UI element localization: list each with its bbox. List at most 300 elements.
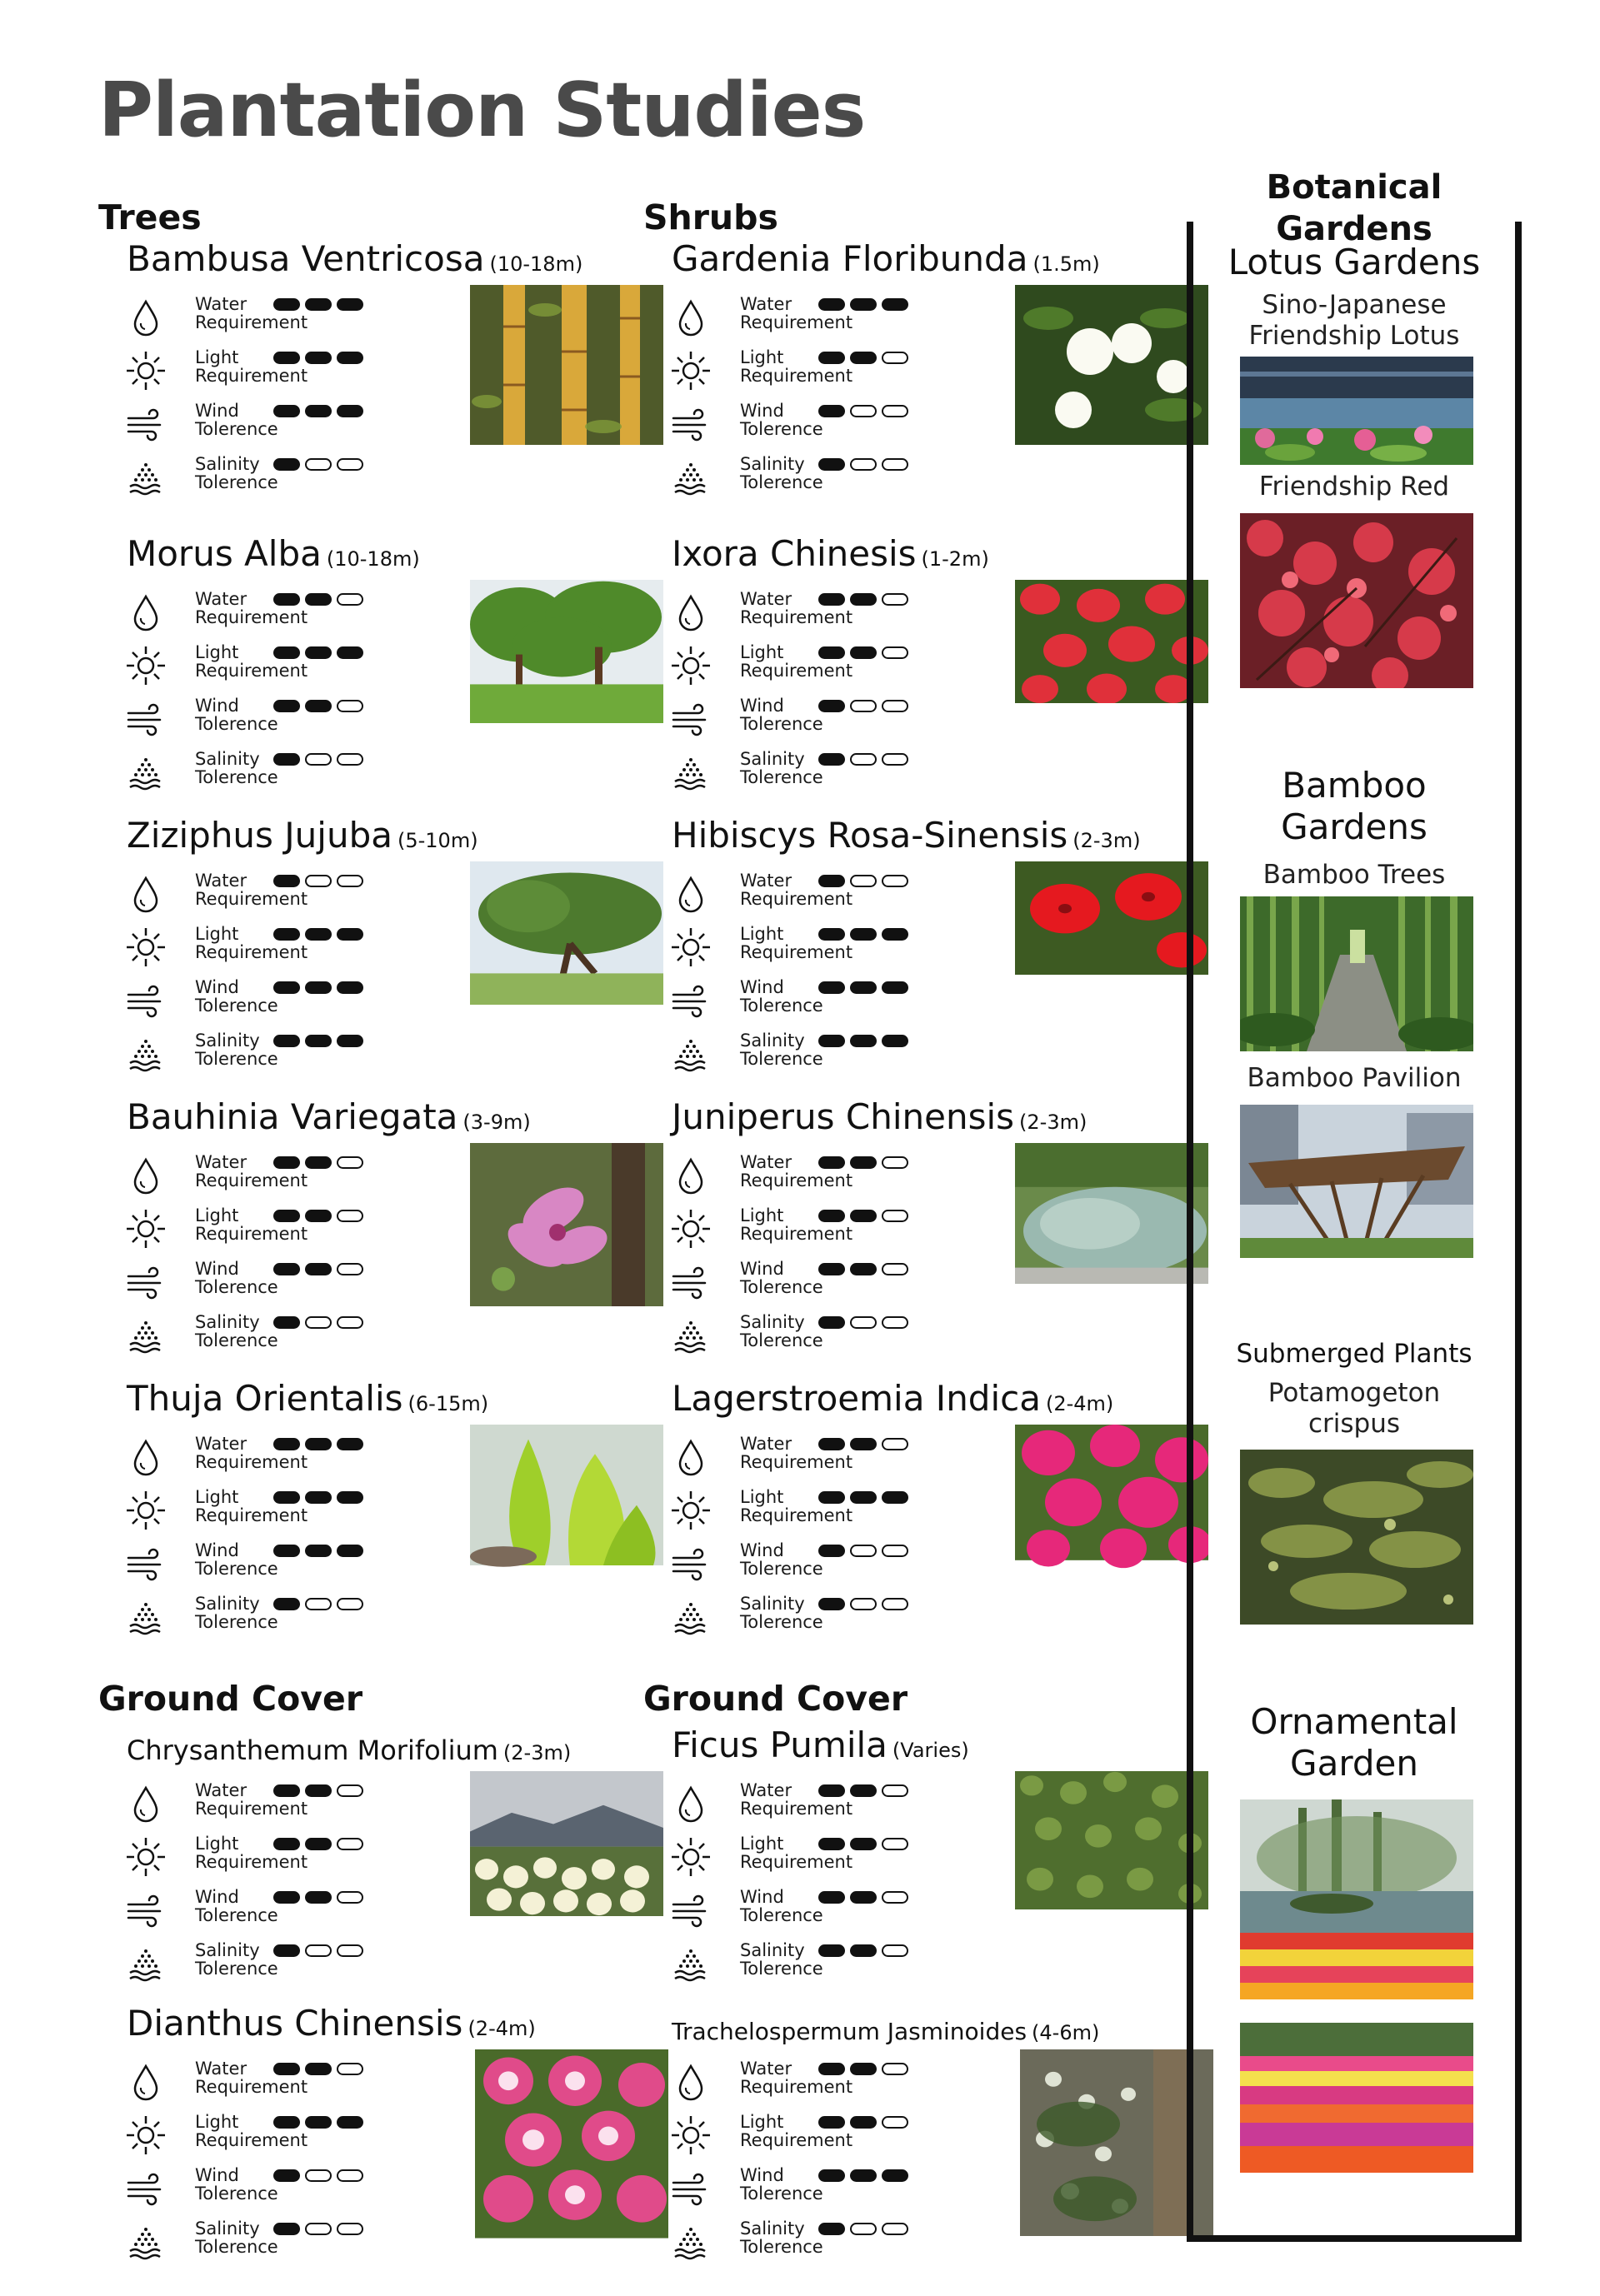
wind-label xyxy=(740,978,823,1015)
salinity-label-line: Salinity xyxy=(195,1312,260,1332)
wind-rating-bar xyxy=(273,405,363,417)
light-rating-row xyxy=(123,1486,398,1533)
light-rating-row xyxy=(123,2111,398,2158)
salinity-label-line: Tolerence xyxy=(740,1049,823,1069)
salinity-icon xyxy=(123,455,168,500)
water-label-line: Requirement xyxy=(195,889,308,909)
plant-height: (2-3m) xyxy=(502,1741,572,1764)
wind-rating-bar xyxy=(818,1891,908,1904)
rating-pill-filled xyxy=(305,646,332,659)
salinity-label-line: Salinity xyxy=(195,1594,260,1614)
plant-name xyxy=(127,1729,571,1774)
rating-pill-filled xyxy=(818,1210,845,1222)
plant-height: (3-9m) xyxy=(462,1111,531,1134)
water-rating-row xyxy=(668,293,943,340)
light-label-line: Requirement xyxy=(195,366,308,386)
rating-pill-filled xyxy=(850,928,877,941)
section-heading-ground-cover-right: Ground Cover xyxy=(643,1679,908,1719)
rating-pill-empty xyxy=(882,1545,908,1557)
light-label-line: Requirement xyxy=(740,366,853,386)
light-label-line: Light xyxy=(195,1487,239,1507)
plant-card xyxy=(95,533,612,787)
lotus-item-2-label: Friendship Red xyxy=(1258,472,1450,502)
light-rating-row xyxy=(668,641,943,688)
water-label-line: Requirement xyxy=(740,1799,853,1819)
submerged-plants-title: Submerged Plants xyxy=(1236,1339,1472,1369)
plant-name xyxy=(127,1378,488,1425)
water-rating-bar xyxy=(273,1156,363,1169)
bamboo-item-2-label: Bamboo Pavilion xyxy=(1247,1063,1462,1093)
light-rating-row xyxy=(123,1205,398,1251)
rating-pill-filled xyxy=(818,458,845,471)
water-rating-row xyxy=(668,2058,943,2104)
plant-name-text: Hibiscys Rosa-Sinensis xyxy=(672,815,1068,856)
water-drop-icon xyxy=(668,1435,713,1480)
rating-pill-filled xyxy=(882,2169,908,2182)
salinity-label-line: Salinity xyxy=(740,1940,805,1960)
salinity-label-line: Salinity xyxy=(740,749,805,769)
salinity-label-line: Tolerence xyxy=(195,1049,278,1069)
wind-icon xyxy=(123,978,168,1023)
light-label-line: Light xyxy=(740,1487,784,1507)
plant-height: (2-3m) xyxy=(1072,829,1141,852)
ornamental-garden-photo-1 xyxy=(1240,1799,1473,1999)
salinity-label-line: Tolerence xyxy=(740,472,823,492)
light-rating-bar xyxy=(273,2116,363,2129)
rating-pill-filled xyxy=(273,352,300,364)
rating-pill-filled xyxy=(337,352,363,364)
water-rating-bar xyxy=(818,2063,908,2075)
rating-pill-filled xyxy=(850,1784,877,1797)
light-label-line: Light xyxy=(195,1205,239,1225)
salinity-label xyxy=(195,1595,278,1631)
plant-card xyxy=(95,1724,612,1979)
rating-pill-empty xyxy=(337,875,363,887)
plant-name-text: Thuja Orientalis xyxy=(127,1378,403,1419)
water-rating-row xyxy=(123,870,398,916)
potamogeton-crispus-photo xyxy=(1240,1450,1473,1625)
rating-pill-empty xyxy=(882,875,908,887)
water-drop-icon xyxy=(668,1153,713,1198)
plant-height: (10-18m) xyxy=(326,547,420,571)
rating-pill-filled xyxy=(818,981,845,994)
water-label-line: Water xyxy=(195,1434,248,1454)
light-label-line: Light xyxy=(195,347,239,367)
rating-pill-empty xyxy=(337,1210,363,1222)
water-drop-icon xyxy=(123,1435,168,1480)
rating-pill-filled xyxy=(818,352,845,364)
section-heading-shrubs: Shrubs xyxy=(643,197,778,237)
water-drop-icon xyxy=(123,1781,168,1826)
rating-pill-filled xyxy=(850,1263,877,1275)
light-rating-bar xyxy=(273,1838,363,1850)
rating-pill-filled xyxy=(850,1156,877,1169)
rating-pill-filled xyxy=(305,2116,332,2129)
light-rating-row xyxy=(668,2111,943,2158)
rating-pill-filled xyxy=(818,1598,845,1610)
plant-card xyxy=(95,2003,612,2257)
sun-icon xyxy=(668,925,713,970)
salinity-rating-bar xyxy=(273,1035,363,1047)
wind-rating-row xyxy=(123,1540,398,1586)
rating-pill-empty xyxy=(305,1316,332,1329)
salinity-label-line: Tolerence xyxy=(740,1612,823,1632)
rating-pill-empty xyxy=(337,753,363,766)
rating-pill-filled xyxy=(818,1156,845,1169)
rating-pill-filled xyxy=(818,1316,845,1329)
water-label-line: Water xyxy=(195,1152,248,1172)
salinity-rating-row xyxy=(123,1939,398,1986)
rating-pill-filled xyxy=(850,298,877,311)
rating-pill-empty xyxy=(882,1156,908,1169)
rating-pill-filled xyxy=(273,2223,300,2235)
rating-pill-empty xyxy=(882,405,908,417)
water-label-line: Requirement xyxy=(195,2077,308,2097)
wind-label-line: Tolerence xyxy=(740,996,823,1016)
salinity-label xyxy=(195,2219,278,2256)
water-drop-icon xyxy=(123,2059,168,2104)
salinity-rating-row xyxy=(668,1030,943,1076)
rating-pill-empty xyxy=(850,1316,877,1329)
water-rating-bar xyxy=(273,1784,363,1797)
salinity-label-line: Salinity xyxy=(195,454,260,474)
sun-icon xyxy=(123,348,168,393)
wind-rating-row xyxy=(123,976,398,1023)
salinity-label-line: Salinity xyxy=(740,2219,805,2239)
rating-pill-filled xyxy=(305,405,332,417)
plant-height: (4-6m) xyxy=(1032,2021,1100,2044)
rating-pill-empty xyxy=(882,1944,908,1957)
salinity-label-line: Tolerence xyxy=(740,767,823,787)
rating-pill-filled xyxy=(818,1491,845,1504)
water-rating-bar xyxy=(273,298,363,311)
rating-pill-filled xyxy=(305,2063,332,2075)
rating-pill-filled xyxy=(850,2063,877,2075)
wind-icon xyxy=(123,1888,168,1933)
plant-height: (1.5m) xyxy=(1032,252,1100,276)
salinity-label xyxy=(740,1031,823,1068)
rating-pill-filled xyxy=(818,1035,845,1047)
rating-pill-filled xyxy=(305,352,332,364)
rating-pill-empty xyxy=(882,753,908,766)
wind-label-line: Tolerence xyxy=(195,1277,278,1297)
rating-pill-filled xyxy=(305,1438,332,1450)
rating-pill-filled xyxy=(818,1263,845,1275)
plant-card xyxy=(640,1378,1157,1632)
plant-name xyxy=(672,2011,1099,2054)
water-rating-bar xyxy=(273,1438,363,1450)
ornamental-garden-title: Ornamental Garden xyxy=(1250,1701,1458,1784)
water-label-line: Requirement xyxy=(740,607,853,627)
rating-pill-filled xyxy=(273,1784,300,1797)
light-label-line: Light xyxy=(740,347,784,367)
light-label-line: Light xyxy=(740,924,784,944)
wind-label-line: Wind xyxy=(740,2165,784,2185)
salinity-rating-row xyxy=(668,1593,943,1640)
plant-card xyxy=(640,533,1157,787)
salinity-rating-row xyxy=(123,2218,398,2264)
salinity-icon xyxy=(668,1595,713,1640)
plant-name xyxy=(672,815,1141,861)
salinity-label-line: Tolerence xyxy=(740,1330,823,1350)
wind-rating-bar xyxy=(273,1891,363,1904)
sun-icon xyxy=(123,1488,168,1533)
rating-pill-filled xyxy=(337,928,363,941)
rating-pill-filled xyxy=(337,405,363,417)
plant-card xyxy=(640,1096,1157,1350)
lotus-gardens-title: Lotus Gardens xyxy=(1228,242,1481,282)
salinity-label xyxy=(740,1595,823,1631)
rating-pill-filled xyxy=(818,646,845,659)
wind-label xyxy=(195,1260,278,1296)
plant-name-text: Juniperus Chinensis xyxy=(672,1096,1015,1137)
wind-label xyxy=(740,2166,823,2203)
plant-photo xyxy=(470,1771,663,1916)
plant-name-text: Ficus Pumila xyxy=(672,1724,888,1765)
light-label-line: Requirement xyxy=(740,661,853,681)
water-drop-icon xyxy=(123,1153,168,1198)
rating-pill-empty xyxy=(305,2223,332,2235)
rating-pill-empty xyxy=(882,352,908,364)
wind-icon xyxy=(668,696,713,741)
rating-pill-empty xyxy=(305,875,332,887)
wind-rating-row xyxy=(668,695,943,741)
wind-label-line: Tolerence xyxy=(740,1277,823,1297)
rating-pill-filled xyxy=(305,1891,332,1904)
rating-pill-filled xyxy=(882,1035,908,1047)
plant-height: (Varies) xyxy=(892,1739,969,1762)
light-rating-bar xyxy=(273,352,363,364)
water-rating-row xyxy=(123,2058,398,2104)
rating-pill-filled xyxy=(850,1210,877,1222)
salinity-rating-row xyxy=(668,748,943,795)
plant-photo xyxy=(470,285,663,445)
wind-icon xyxy=(123,1260,168,1305)
rating-pill-filled xyxy=(273,1545,300,1557)
rating-pill-empty xyxy=(337,593,363,606)
wind-rating-row xyxy=(668,1886,943,1933)
plant-name xyxy=(672,533,989,580)
light-label-line: Requirement xyxy=(740,1224,853,1244)
wind-label xyxy=(195,978,278,1015)
rating-pill-filled xyxy=(273,1598,300,1610)
salinity-rating-row xyxy=(123,1030,398,1076)
rating-pill-filled xyxy=(305,1838,332,1850)
sun-icon xyxy=(123,925,168,970)
plant-name xyxy=(127,815,478,861)
plant-name xyxy=(127,1096,531,1143)
rating-pill-empty xyxy=(850,875,877,887)
rating-pill-filled xyxy=(818,1944,845,1957)
wind-label-line: Tolerence xyxy=(740,714,823,734)
rating-pill-filled xyxy=(818,1891,845,1904)
salinity-rating-bar xyxy=(818,1316,908,1329)
water-rating-row xyxy=(123,1151,398,1198)
rating-pill-filled xyxy=(818,593,845,606)
salinity-rating-row xyxy=(123,1593,398,1640)
plant-photo xyxy=(1015,1771,1208,1909)
wind-rating-bar xyxy=(818,1263,908,1275)
rating-pill-filled xyxy=(305,1210,332,1222)
light-rating-bar xyxy=(818,646,908,659)
page-title: Plantation Studies xyxy=(98,67,866,154)
rating-pill-empty xyxy=(850,1545,877,1557)
salinity-icon xyxy=(668,750,713,795)
salinity-label xyxy=(195,750,278,786)
rating-pill-filled xyxy=(850,2169,877,2182)
plant-name-text: Lagerstroemia Indica xyxy=(672,1378,1041,1419)
section-heading-trees: Trees xyxy=(98,197,202,237)
rating-pill-empty xyxy=(850,405,877,417)
plant-name-text: Ixora Chinesis xyxy=(672,533,917,574)
wind-icon xyxy=(123,2166,168,2211)
salinity-label-line: Salinity xyxy=(740,1594,805,1614)
rating-pill-filled xyxy=(273,1491,300,1504)
light-rating-row xyxy=(668,1205,943,1251)
rating-pill-filled xyxy=(818,928,845,941)
rating-pill-filled xyxy=(305,1545,332,1557)
rating-pill-filled xyxy=(305,1263,332,1275)
water-label-line: Water xyxy=(740,2059,792,2079)
wind-label-line: Tolerence xyxy=(740,2184,823,2204)
sun-icon xyxy=(123,1206,168,1251)
sun-icon xyxy=(668,1834,713,1879)
rating-pill-empty xyxy=(337,2063,363,2075)
wind-rating-bar xyxy=(818,405,908,417)
salinity-icon xyxy=(668,455,713,500)
wind-rating-bar xyxy=(273,981,363,994)
light-label-line: Requirement xyxy=(195,1852,308,1872)
plant-name xyxy=(672,1096,1087,1143)
rating-pill-empty xyxy=(337,1156,363,1169)
ornamental-garden-photo-2 xyxy=(1240,2023,1473,2173)
light-rating-row xyxy=(123,347,398,393)
salinity-rating-bar xyxy=(273,1316,363,1329)
water-label-line: Requirement xyxy=(740,889,853,909)
salinity-icon xyxy=(123,1031,168,1076)
rating-pill-empty xyxy=(882,2223,908,2235)
plant-photo xyxy=(1015,861,1208,975)
wind-label xyxy=(740,696,823,733)
wind-rating-bar xyxy=(273,700,363,712)
wind-label xyxy=(740,1888,823,1924)
wind-rating-row xyxy=(668,1258,943,1305)
rating-pill-filled xyxy=(850,646,877,659)
water-rating-row xyxy=(668,1433,943,1480)
submerged-item-1-label: Potamogeton crispus xyxy=(1268,1378,1441,1439)
light-rating-bar xyxy=(818,352,908,364)
rating-pill-filled xyxy=(273,1838,300,1850)
wind-rating-bar xyxy=(818,700,908,712)
salinity-rating-bar xyxy=(818,1944,908,1957)
plant-photo xyxy=(1015,1425,1208,1601)
water-drop-icon xyxy=(123,590,168,635)
sun-icon xyxy=(668,348,713,393)
plant-name-text: Trachelospermum Jasminoides xyxy=(672,2018,1028,2045)
rating-pill-filled xyxy=(818,405,845,417)
water-label-line: Requirement xyxy=(740,1170,853,1190)
rating-pill-filled xyxy=(305,981,332,994)
water-label-line: Water xyxy=(195,2059,248,2079)
sun-icon xyxy=(668,643,713,688)
rating-pill-filled xyxy=(850,352,877,364)
water-rating-bar xyxy=(273,593,363,606)
salinity-label xyxy=(740,2219,823,2256)
salinity-rating-bar xyxy=(818,1598,908,1610)
water-label-line: Water xyxy=(740,294,792,314)
rating-pill-empty xyxy=(882,2116,908,2129)
rating-pill-empty xyxy=(337,1263,363,1275)
salinity-icon xyxy=(123,1941,168,1986)
plant-photo xyxy=(1015,1143,1208,1326)
wind-label-line: Wind xyxy=(195,977,239,997)
rating-pill-empty xyxy=(850,753,877,766)
light-label-line: Light xyxy=(195,2112,239,2132)
water-rating-row xyxy=(123,1433,398,1480)
plant-card xyxy=(95,238,612,492)
rating-pill-empty xyxy=(337,1891,363,1904)
rating-pill-filled xyxy=(273,1438,300,1450)
rating-pill-empty xyxy=(337,1784,363,1797)
salinity-label-line: Tolerence xyxy=(195,1612,278,1632)
rating-pill-empty xyxy=(337,1598,363,1610)
rating-pill-filled xyxy=(337,298,363,311)
water-drop-icon xyxy=(668,1781,713,1826)
plant-card xyxy=(95,1096,612,1350)
light-rating-bar xyxy=(273,928,363,941)
rating-pill-filled xyxy=(273,753,300,766)
light-rating-row xyxy=(123,641,398,688)
rating-pill-filled xyxy=(882,1491,908,1504)
salinity-rating-bar xyxy=(818,2223,908,2235)
plant-name-text: Ziziphus Jujuba xyxy=(127,815,392,856)
plant-card xyxy=(640,1724,1157,1979)
wind-icon xyxy=(123,402,168,447)
water-label-line: Requirement xyxy=(195,1799,308,1819)
rating-pill-filled xyxy=(305,1491,332,1504)
wind-label-line: Tolerence xyxy=(740,419,823,439)
water-drop-icon xyxy=(668,295,713,340)
wind-label xyxy=(195,696,278,733)
wind-icon xyxy=(668,402,713,447)
wind-label-line: Wind xyxy=(740,696,784,716)
wind-rating-row xyxy=(123,400,398,447)
rating-pill-empty xyxy=(882,1598,908,1610)
water-label-line: Water xyxy=(740,1434,792,1454)
light-rating-bar xyxy=(273,646,363,659)
wind-label xyxy=(740,1260,823,1296)
wind-label-line: Wind xyxy=(740,977,784,997)
wind-label xyxy=(195,402,278,438)
salinity-rating-bar xyxy=(273,2223,363,2235)
rating-pill-empty xyxy=(337,1316,363,1329)
rating-pill-empty xyxy=(305,458,332,471)
salinity-label-line: Tolerence xyxy=(195,767,278,787)
water-rating-bar xyxy=(818,1438,908,1450)
rating-pill-filled xyxy=(882,298,908,311)
rating-pill-filled xyxy=(337,1545,363,1557)
salinity-icon xyxy=(123,1595,168,1640)
water-rating-bar xyxy=(273,2063,363,2075)
plant-photo xyxy=(470,580,663,723)
bamboo-pavilion-photo xyxy=(1240,1105,1473,1258)
plant-photo xyxy=(470,861,663,1005)
water-label-line: Water xyxy=(195,589,248,609)
rating-pill-filled xyxy=(273,1263,300,1275)
plant-card xyxy=(95,815,612,1069)
lotus-item-1-label: Sino-Japanese Friendship Lotus xyxy=(1248,290,1460,351)
salinity-icon xyxy=(123,1313,168,1358)
